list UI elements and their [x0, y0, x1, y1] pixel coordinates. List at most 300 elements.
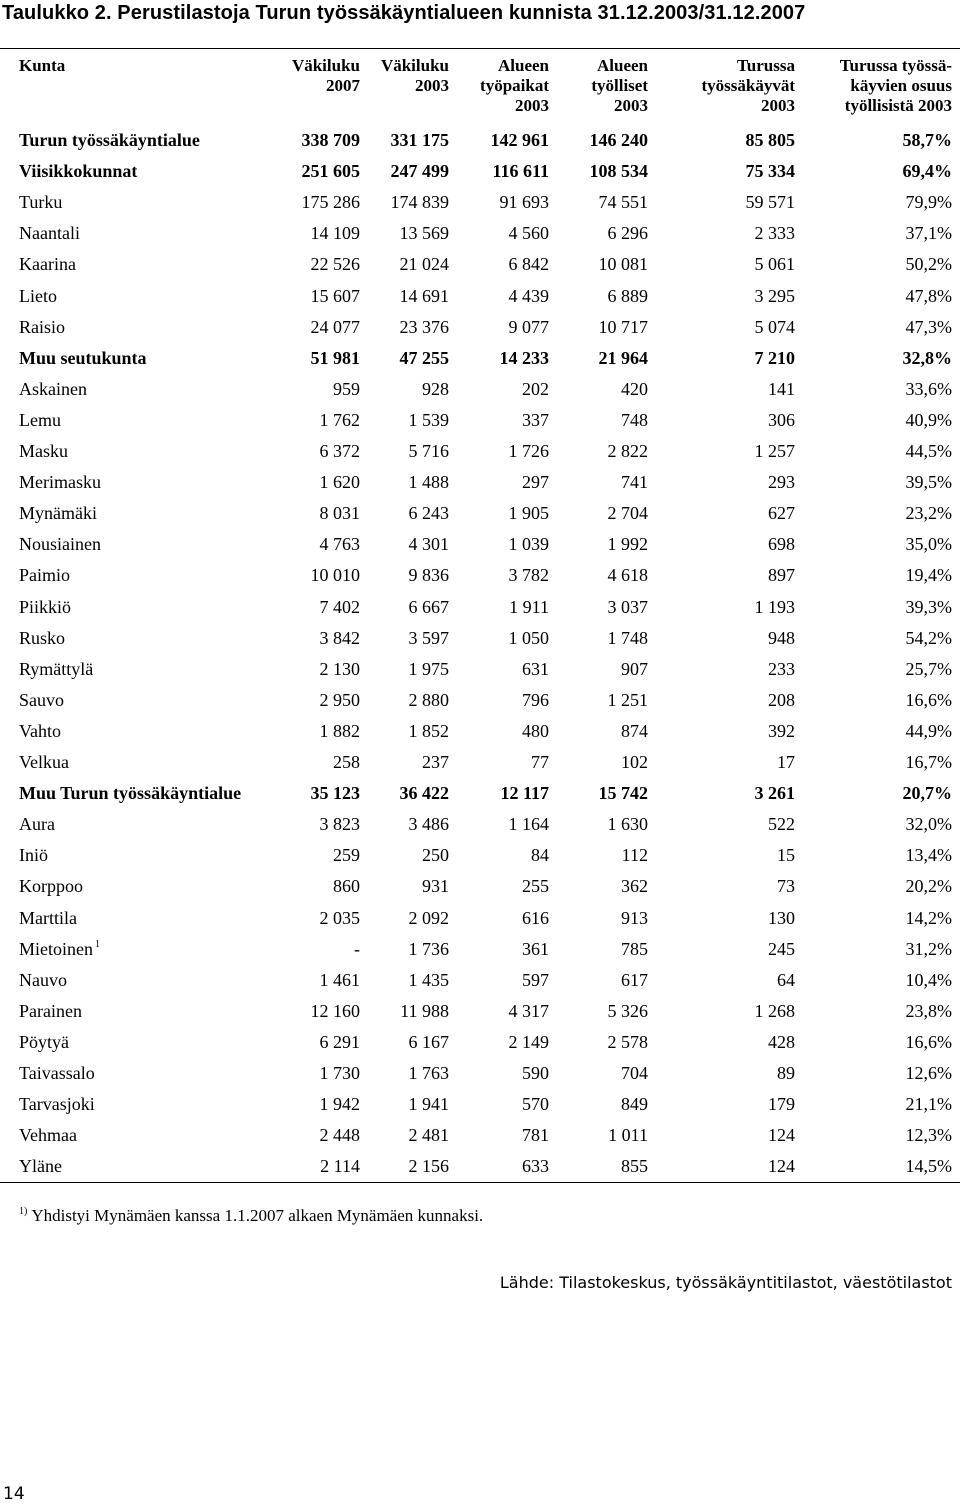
cell-turussa-tyossakayvat-2003: 89 [777, 1063, 795, 1083]
cell-turussa-tyossakayvat-2003: 3 295 [754, 285, 795, 306]
cell-vakiluku-2003: 6 243 [408, 503, 449, 524]
table-top-rule [0, 48, 960, 49]
cell-turussa-tyossakayvat-2003: 5 074 [754, 316, 795, 337]
cell-osuus-tyollisista: 16,6% [905, 689, 952, 710]
kunta-name [19, 529, 101, 560]
cell-tyopaikat-2003: 480 [522, 720, 549, 741]
kunta-name-text: Vahto [19, 720, 61, 741]
cell-tyopaikat-2003: 337 [522, 409, 549, 430]
cell-tyopaikat-2003: 202 [522, 378, 549, 399]
kunta-name [19, 716, 61, 747]
page-number: 14 [3, 1484, 25, 1504]
kunta-name [19, 685, 64, 716]
cell-vakiluku-2003: 247 499 [390, 161, 449, 182]
cell-vakiluku-2007: 2 448 [319, 1125, 360, 1146]
cell-osuus-tyollisista: 79,9% [905, 192, 952, 213]
cell-vakiluku-2007: 3 823 [319, 814, 360, 835]
kunta-name [19, 965, 67, 996]
kunta-name-text: Korppoo [19, 876, 83, 897]
kunta-name-text: Marttila [19, 907, 77, 928]
kunta-name-text: Piikkiö [19, 596, 72, 617]
table-row [0, 498, 960, 529]
cell-osuus-tyollisista: 39,5% [905, 472, 952, 493]
kunta-name-text: Muu Turun työssäkäyntialue [19, 783, 242, 804]
table-row [0, 312, 960, 343]
cell-tyopaikat-2003: 6 842 [508, 254, 549, 275]
cell-vakiluku-2007: 1 942 [319, 1094, 360, 1115]
cell-vakiluku-2007: 1 882 [319, 720, 360, 741]
cell-vakiluku-2007: 51 981 [310, 347, 360, 368]
cell-vakiluku-2007: 35 123 [310, 783, 360, 804]
kunta-name-text: Muu seutukunta [19, 347, 147, 368]
cell-osuus-tyollisista: 54,2% [905, 627, 952, 648]
cell-osuus-tyollisista: 33,6% [905, 378, 952, 399]
kunta-name-text: Merimasku [19, 472, 101, 493]
cell-tyopaikat-2003: 4 317 [508, 1000, 549, 1021]
kunta-name-text: Pöytyä [19, 1031, 70, 1052]
cell-tyolliset-2003: 6 296 [607, 223, 648, 244]
page-title: Taulukko 2. Perustilastoja Turun työssäkäyntialueen kunnista 31.12.2003/31.12.2007 [2, 2, 806, 24]
footnote-marker: 1) [19, 1206, 28, 1217]
cell-tyolliset-2003: 146 240 [589, 130, 648, 150]
cell-vakiluku-2003: 47 255 [399, 347, 449, 368]
cell-vakiluku-2003: 1 539 [408, 409, 449, 430]
footnote [19, 1206, 483, 1226]
header-vakiluku-2003: Väkiluku 2003 [380, 56, 449, 95]
cell-turussa-tyossakayvat-2003: 7 210 [754, 347, 795, 368]
kunta-name-text: Nauvo [19, 969, 67, 990]
cell-vakiluku-2007: 24 077 [310, 316, 360, 337]
cell-vakiluku-2007: 3 842 [319, 627, 360, 648]
cell-tyolliset-2003: 617 [621, 969, 648, 990]
cell-tyopaikat-2003: 84 [531, 845, 549, 866]
cell-vakiluku-2003: 931 [422, 876, 449, 897]
cell-tyopaikat-2003: 1 905 [508, 503, 549, 524]
table-row [0, 156, 960, 187]
cell-osuus-tyollisista: 20,2% [905, 876, 952, 897]
table-row [0, 809, 960, 840]
cell-osuus-tyollisista: 47,3% [905, 316, 952, 337]
cell-osuus-tyollisista: 10,4% [905, 969, 952, 990]
cell-tyolliset-2003: 748 [621, 409, 648, 430]
kunta-name-text: Mynämäki [19, 503, 97, 524]
cell-vakiluku-2007: 6 372 [319, 441, 360, 461]
cell-osuus-tyollisista: 20,7% [902, 783, 952, 804]
cell-turussa-tyossakayvat-2003: 392 [768, 720, 795, 741]
kunta-name-text: Rusko [19, 627, 66, 648]
cell-tyolliset-2003: 2 822 [607, 441, 648, 461]
cell-tyolliset-2003: 4 618 [607, 565, 648, 586]
kunta-name [19, 840, 48, 871]
kunta-name-text: Mietoinen [19, 938, 93, 959]
cell-osuus-tyollisista: 32,0% [905, 814, 952, 835]
cell-tyolliset-2003: 855 [621, 1156, 648, 1177]
cell-vakiluku-2003: 1 736 [408, 938, 449, 959]
cell-osuus-tyollisista: 69,4% [902, 161, 952, 182]
cell-tyolliset-2003: 913 [621, 907, 648, 928]
cell-tyopaikat-2003: 781 [522, 1125, 549, 1146]
table-row [0, 125, 960, 156]
kunta-name [19, 903, 77, 934]
cell-osuus-tyollisista: 50,2% [905, 254, 952, 275]
cell-vakiluku-2003: 928 [422, 378, 449, 399]
cell-osuus-tyollisista: 12,3% [905, 1125, 952, 1146]
cell-vakiluku-2003: 3 597 [408, 627, 449, 648]
table-row [0, 716, 960, 747]
kunta-name [19, 560, 70, 591]
cell-vakiluku-2003: 5 716 [408, 441, 449, 461]
cell-osuus-tyollisista: 14,5% [905, 1156, 952, 1177]
cell-tyolliset-2003: 1 748 [607, 627, 648, 648]
kunta-name-text: Parainen [19, 1000, 82, 1021]
kunta-name [19, 343, 147, 374]
cell-vakiluku-2007: 15 607 [310, 285, 360, 306]
cell-tyolliset-2003: 108 534 [589, 161, 648, 182]
table-row [0, 529, 960, 560]
cell-vakiluku-2007: 259 [333, 845, 360, 866]
kunta-name-text: Nousiainen [19, 534, 101, 555]
table-row [0, 343, 960, 374]
kunta-name [19, 249, 76, 280]
cell-vakiluku-2007: 10 010 [310, 565, 360, 586]
cell-tyolliset-2003: 15 742 [598, 783, 648, 804]
kunta-name-text: Kaarina [19, 254, 76, 275]
cell-tyopaikat-2003: 4 560 [508, 223, 549, 244]
table-row [0, 934, 960, 965]
table-bottom-rule [0, 1182, 960, 1183]
footnote-text: Yhdistyi Mynämäen kanssa 1.1.2007 alkaen Mynämäen kunnaksi. [31, 1206, 484, 1225]
cell-vakiluku-2007: 2 950 [319, 689, 360, 710]
cell-vakiluku-2007: 6 291 [319, 1031, 360, 1052]
cell-tyopaikat-2003: 116 611 [492, 161, 549, 182]
cell-turussa-tyossakayvat-2003: 897 [768, 565, 795, 586]
cell-tyopaikat-2003: 9 077 [508, 316, 549, 337]
cell-turussa-tyossakayvat-2003: 208 [768, 689, 795, 710]
cell-vakiluku-2003: 1 975 [408, 658, 449, 679]
cell-tyolliset-2003: 10 717 [598, 316, 648, 337]
cell-vakiluku-2007: 175 286 [301, 192, 360, 213]
cell-tyolliset-2003: 907 [621, 658, 648, 679]
cell-vakiluku-2007: 2 114 [320, 1156, 360, 1177]
kunta-name-text: Paimio [19, 565, 71, 586]
kunta-name [19, 467, 101, 498]
cell-osuus-tyollisista: 21,1% [905, 1094, 952, 1115]
cell-vakiluku-2003: 1 435 [408, 969, 449, 990]
cell-vakiluku-2003: 23 376 [399, 316, 449, 337]
kunta-name [19, 1058, 95, 1089]
cell-turussa-tyossakayvat-2003: 233 [768, 658, 795, 679]
kunta-name [19, 654, 93, 685]
cell-turussa-tyossakayvat-2003: 1 193 [754, 596, 795, 617]
cell-vakiluku-2007: 338 709 [301, 130, 360, 150]
cell-osuus-tyollisista: 13,4% [905, 845, 952, 866]
cell-tyopaikat-2003: 14 233 [499, 347, 549, 368]
kunta-name [19, 747, 69, 778]
cell-vakiluku-2003: 14 691 [399, 285, 449, 306]
cell-turussa-tyossakayvat-2003: 948 [768, 627, 795, 648]
kunta-name [19, 1027, 69, 1058]
cell-tyopaikat-2003: 1 164 [508, 814, 549, 835]
cell-tyolliset-2003: 3 037 [607, 596, 648, 617]
cell-turussa-tyossakayvat-2003: 179 [768, 1094, 795, 1115]
kunta-name [19, 1089, 95, 1120]
cell-osuus-tyollisista: 16,7% [905, 752, 952, 772]
cell-tyopaikat-2003: 255 [522, 876, 549, 897]
cell-vakiluku-2003: 6 667 [408, 596, 449, 617]
kunta-name-text: Naantali [19, 223, 80, 244]
cell-tyopaikat-2003: 1 050 [508, 627, 549, 648]
header-tyolliset: Alueen työlliset 2003 [591, 56, 648, 115]
cell-vakiluku-2007: 2 035 [319, 907, 360, 928]
cell-tyopaikat-2003: 4 439 [508, 285, 549, 306]
cell-osuus-tyollisista: 40,9% [905, 409, 952, 430]
cell-vakiluku-2003: 250 [422, 845, 449, 866]
cell-tyopaikat-2003: 597 [522, 969, 549, 990]
cell-turussa-tyossakayvat-2003: 124 [768, 1156, 795, 1177]
header-kunta: Kunta [19, 56, 66, 75]
cell-tyolliset-2003: 2 704 [607, 503, 648, 524]
cell-vakiluku-2003: 2 880 [408, 689, 449, 710]
cell-tyopaikat-2003: 297 [522, 472, 549, 493]
cell-tyolliset-2003: 420 [621, 378, 648, 399]
cell-osuus-tyollisista: 14,2% [905, 907, 952, 928]
cell-tyopaikat-2003: 633 [522, 1156, 549, 1177]
table-row [0, 218, 960, 249]
kunta-name-text: Askainen [19, 378, 87, 399]
cell-vakiluku-2003: 174 839 [390, 192, 449, 213]
cell-tyolliset-2003: 10 081 [598, 254, 648, 275]
kunta-name-text: Lieto [19, 285, 57, 306]
cell-vakiluku-2003: 13 569 [399, 223, 449, 244]
cell-tyolliset-2003: 102 [621, 752, 648, 772]
table-row [0, 654, 960, 685]
cell-tyolliset-2003: 1 251 [607, 689, 648, 710]
kunta-name [19, 187, 62, 218]
kunta-name-text: Lemu [19, 409, 61, 430]
kunta-name [19, 312, 65, 343]
cell-tyolliset-2003: 741 [621, 472, 648, 493]
cell-tyopaikat-2003: 142 961 [490, 130, 549, 150]
cell-osuus-tyollisista: 16,6% [905, 1031, 952, 1052]
cell-vakiluku-2003: 237 [422, 752, 449, 772]
kunta-name-text: Viisikkokunnat [19, 161, 138, 182]
table-row [0, 281, 960, 312]
cell-vakiluku-2003: 4 301 [408, 534, 449, 555]
table-row [0, 592, 960, 623]
cell-osuus-tyollisista: 12,6% [905, 1063, 952, 1083]
table-row [0, 996, 960, 1027]
cell-tyolliset-2003: 2 578 [607, 1031, 648, 1052]
cell-vakiluku-2007: 12 160 [310, 1000, 360, 1021]
cell-vakiluku-2003: 11 988 [400, 1000, 449, 1021]
cell-osuus-tyollisista: 44,9% [905, 720, 952, 741]
kunta-name-text: Turku [19, 192, 63, 213]
cell-turussa-tyossakayvat-2003: 522 [768, 814, 795, 835]
cell-vakiluku-2007: 1 762 [319, 409, 360, 430]
cell-vakiluku-2003: 21 024 [399, 254, 449, 275]
cell-tyopaikat-2003: 12 117 [500, 783, 549, 804]
cell-tyolliset-2003: 362 [621, 876, 648, 897]
cell-turussa-tyossakayvat-2003: 627 [768, 503, 795, 524]
cell-turussa-tyossakayvat-2003: 17 [777, 752, 795, 772]
cell-vakiluku-2003: 3 486 [408, 814, 449, 835]
cell-vakiluku-2003: 9 836 [408, 565, 449, 586]
cell-tyolliset-2003: 112 [621, 845, 648, 866]
cell-turussa-tyossakayvat-2003: 3 261 [754, 783, 795, 804]
table-row [0, 1151, 960, 1182]
cell-osuus-tyollisista: 25,7% [905, 658, 952, 679]
cell-tyopaikat-2003: 77 [531, 752, 549, 772]
cell-turussa-tyossakayvat-2003: 59 571 [745, 192, 795, 213]
table-row [0, 778, 960, 809]
cell-vakiluku-2007: 959 [333, 378, 360, 399]
cell-vakiluku-2007: 251 605 [301, 161, 360, 182]
cell-turussa-tyossakayvat-2003: 73 [777, 876, 795, 897]
footnote-ref: 1 [95, 938, 100, 950]
cell-tyopaikat-2003: 570 [522, 1094, 549, 1115]
table-row [0, 1058, 960, 1089]
cell-tyolliset-2003: 874 [621, 720, 648, 741]
table-row [0, 840, 960, 871]
cell-tyopaikat-2003: 590 [522, 1063, 549, 1083]
cell-turussa-tyossakayvat-2003: 75 334 [745, 161, 795, 182]
kunta-name-text: Taivassalo [19, 1063, 95, 1083]
cell-turussa-tyossakayvat-2003: 15 [777, 845, 795, 866]
table-row [0, 1089, 960, 1120]
cell-vakiluku-2003: 2 156 [408, 1156, 449, 1177]
header-vakiluku-2007: Väkiluku 2007 [291, 56, 360, 95]
kunta-name-text: Velkua [19, 752, 69, 772]
kunta-name [19, 1120, 77, 1151]
table-row [0, 747, 960, 778]
cell-vakiluku-2003: 1 941 [408, 1094, 449, 1115]
cell-tyopaikat-2003: 631 [522, 658, 549, 679]
cell-tyopaikat-2003: 1 911 [509, 596, 549, 617]
cell-turussa-tyossakayvat-2003: 245 [768, 938, 795, 959]
cell-vakiluku-2007: 4 763 [319, 534, 360, 555]
header-osuus: Turussa työssä- käyvien osuus työllisistä 2003 [839, 56, 952, 115]
cell-osuus-tyollisista: 23,2% [905, 503, 952, 524]
kunta-name [19, 374, 87, 405]
table-row [0, 187, 960, 218]
cell-tyopaikat-2003: 1 726 [508, 441, 549, 461]
table-row [0, 436, 960, 467]
kunta-name [19, 871, 83, 902]
cell-tyopaikat-2003: 2 149 [508, 1031, 549, 1052]
cell-vakiluku-2003: 2 092 [408, 907, 449, 928]
cell-turussa-tyossakayvat-2003: 428 [768, 1031, 795, 1052]
table-row [0, 405, 960, 436]
cell-tyolliset-2003: 1 630 [607, 814, 648, 835]
cell-tyolliset-2003: 74 551 [598, 192, 648, 213]
table-row [0, 467, 960, 498]
cell-turussa-tyossakayvat-2003: 1 257 [754, 441, 795, 461]
kunta-name-text: Iniö [19, 845, 48, 866]
cell-tyopaikat-2003: 361 [522, 938, 549, 959]
cell-osuus-tyollisista: 39,3% [905, 596, 952, 617]
cell-vakiluku-2007: 8 031 [319, 503, 360, 524]
cell-turussa-tyossakayvat-2003: 124 [768, 1125, 795, 1146]
cell-vakiluku-2003: 1 852 [408, 720, 449, 741]
table-row [0, 1120, 960, 1151]
cell-tyolliset-2003: 785 [621, 938, 648, 959]
kunta-name [19, 498, 97, 529]
kunta-name [19, 156, 137, 187]
kunta-name [19, 934, 100, 965]
cell-vakiluku-2007: 860 [333, 876, 360, 897]
cell-vakiluku-2003: 2 481 [408, 1125, 449, 1146]
cell-tyolliset-2003: 1 992 [607, 534, 648, 555]
kunta-name-text: Yläne [19, 1156, 62, 1177]
cell-turussa-tyossakayvat-2003: 85 805 [745, 130, 795, 150]
kunta-name [19, 436, 68, 467]
kunta-name [19, 281, 57, 312]
cell-turussa-tyossakayvat-2003: 2 333 [754, 223, 795, 244]
cell-tyolliset-2003: 704 [621, 1063, 648, 1083]
cell-vakiluku-2007: 14 109 [310, 223, 360, 244]
cell-turussa-tyossakayvat-2003: 1 268 [754, 1000, 795, 1021]
cell-vakiluku-2003: 6 167 [408, 1031, 449, 1052]
table-row [0, 560, 960, 591]
cell-turussa-tyossakayvat-2003: 130 [768, 907, 795, 928]
kunta-name-text: Tarvasjoki [19, 1094, 95, 1115]
cell-tyopaikat-2003: 796 [522, 689, 549, 710]
cell-osuus-tyollisista: 35,0% [905, 534, 952, 555]
cell-vakiluku-2007: 1 730 [319, 1063, 360, 1083]
cell-tyolliset-2003: 5 326 [607, 1000, 648, 1021]
cell-tyolliset-2003: 1 011 [608, 1125, 648, 1146]
kunta-name-text: Masku [19, 441, 68, 461]
kunta-name [19, 1151, 62, 1182]
cell-osuus-tyollisista: 19,4% [905, 565, 952, 586]
cell-tyolliset-2003: 849 [621, 1094, 648, 1115]
kunta-name-text: Aura [19, 814, 55, 835]
table-row [0, 685, 960, 716]
cell-vakiluku-2007: 2 130 [319, 658, 360, 679]
cell-tyopaikat-2003: 616 [522, 907, 549, 928]
table-row [0, 871, 960, 902]
cell-vakiluku-2003: 36 422 [399, 783, 449, 804]
kunta-name [19, 623, 65, 654]
cell-tyopaikat-2003: 91 693 [499, 192, 549, 213]
kunta-name [19, 778, 241, 809]
cell-turussa-tyossakayvat-2003: 141 [768, 378, 795, 399]
cell-tyopaikat-2003: 1 039 [508, 534, 549, 555]
kunta-name-text: Rymättylä [19, 658, 94, 679]
cell-osuus-tyollisista: 47,8% [905, 285, 952, 306]
table-row [0, 1027, 960, 1058]
cell-tyolliset-2003: 21 964 [598, 347, 648, 368]
cell-osuus-tyollisista: 44,5% [905, 441, 952, 461]
kunta-name [19, 125, 200, 156]
kunta-name-text: Turun työssäkäyntialue [19, 130, 200, 150]
cell-turussa-tyossakayvat-2003: 5 061 [754, 254, 795, 275]
source-note: Lähde: Tilastokeskus, työssäkäyntitilastot, väestötilastot [499, 1273, 952, 1292]
cell-vakiluku-2003: 1 763 [408, 1063, 449, 1083]
cell-vakiluku-2007: 1 620 [319, 472, 360, 493]
cell-vakiluku-2007: - [354, 938, 360, 959]
kunta-name [19, 592, 71, 623]
header-tyopaikat: Alueen työpaikat 2003 [480, 56, 549, 115]
cell-vakiluku-2007: 22 526 [310, 254, 360, 275]
cell-vakiluku-2007: 1 461 [319, 969, 360, 990]
cell-vakiluku-2007: 258 [333, 752, 360, 772]
cell-osuus-tyollisista: 31,2% [905, 938, 952, 959]
cell-turussa-tyossakayvat-2003: 293 [768, 472, 795, 493]
cell-tyopaikat-2003: 3 782 [508, 565, 549, 586]
kunta-name-text: Raisio [19, 316, 66, 337]
cell-vakiluku-2003: 1 488 [408, 472, 449, 493]
